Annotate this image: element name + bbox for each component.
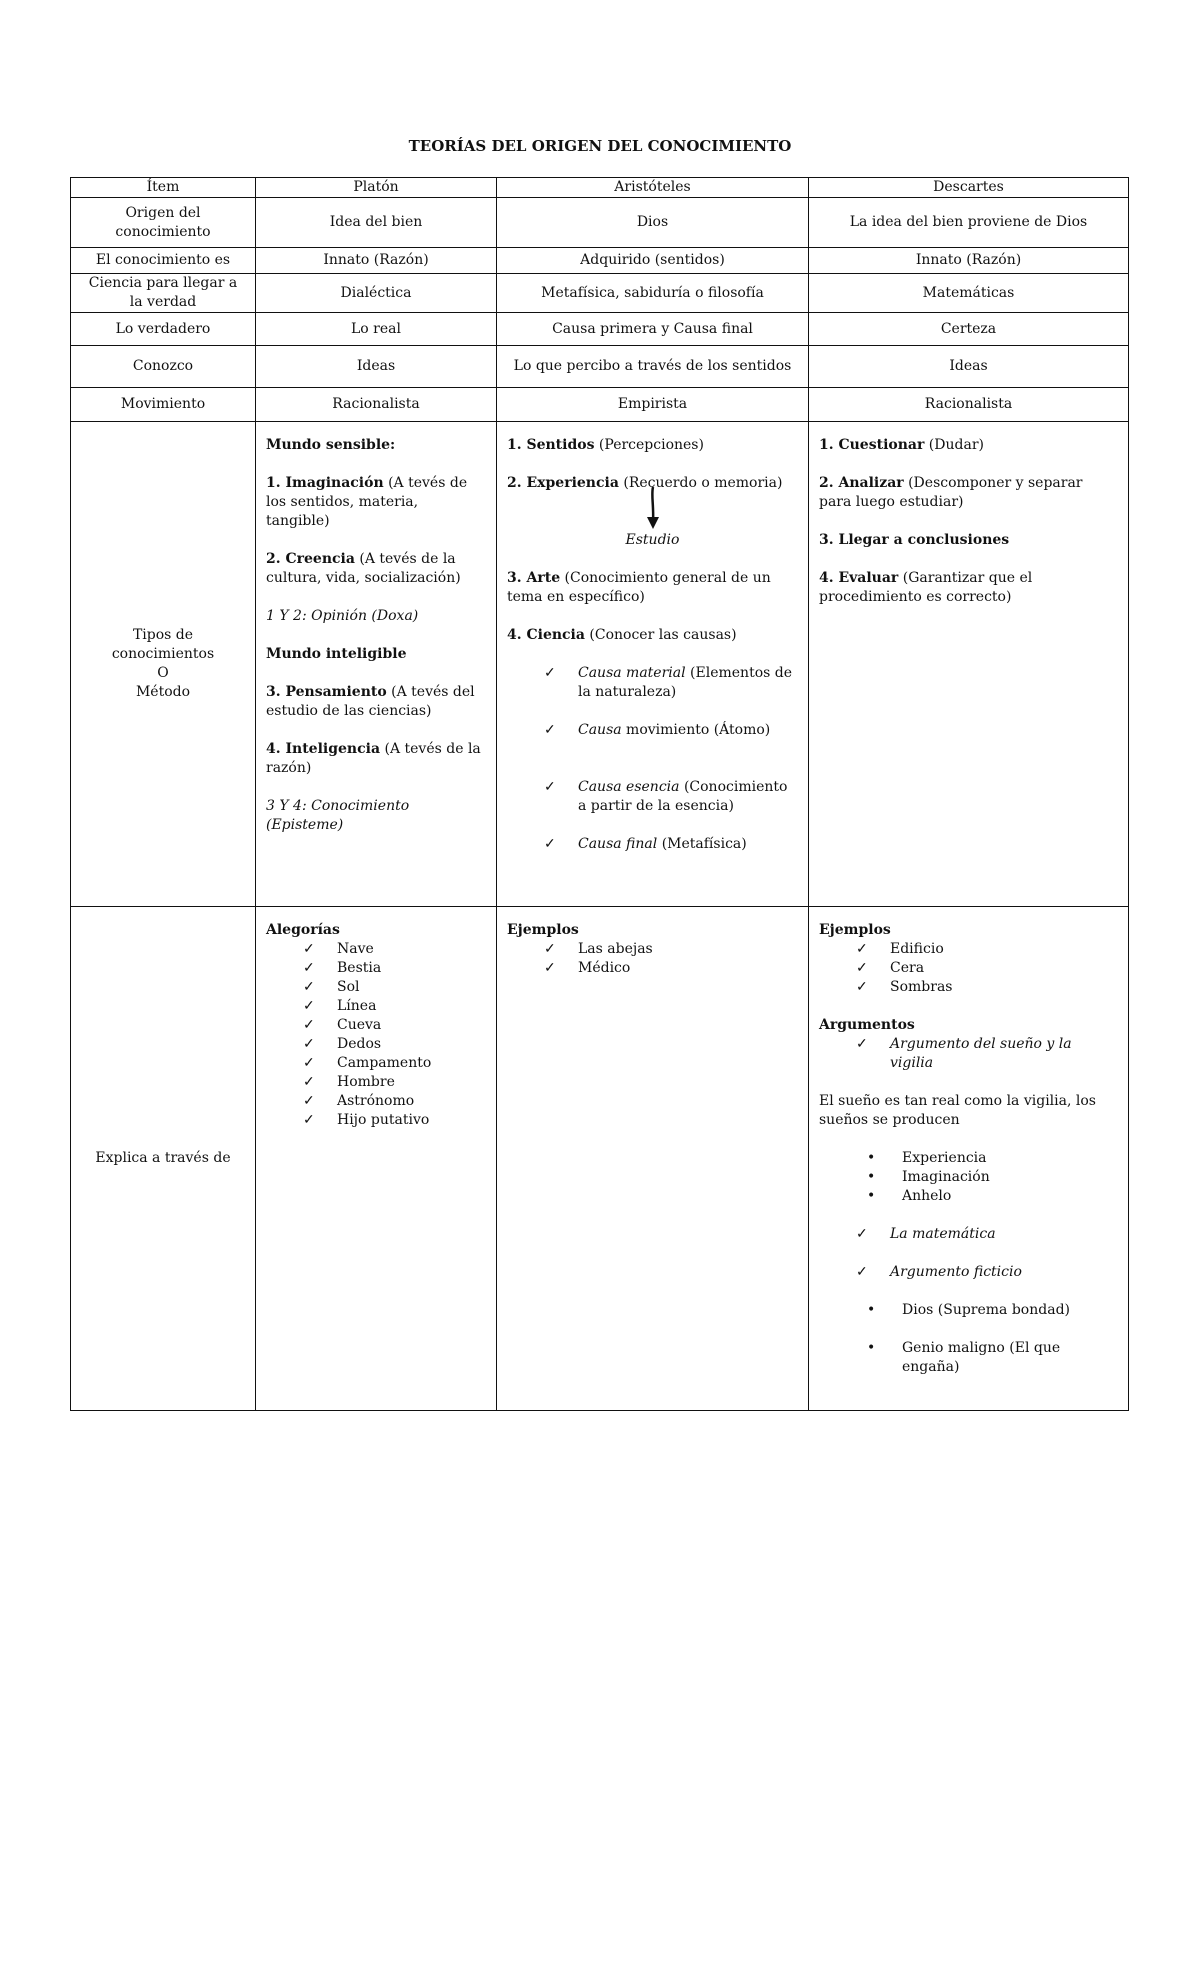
checkmark-icon: ✓: [544, 836, 556, 852]
list-item: ✓ Bestia: [303, 960, 382, 976]
checkmark-icon: ✓: [544, 779, 556, 795]
cell-aristoteles: Lo que percibo a través de los sentidos: [497, 346, 809, 388]
list-item: ✓ Edificio: [856, 941, 944, 957]
cell-descartes-tipos: [809, 422, 1129, 907]
table-row: [71, 198, 1129, 248]
table-row: [71, 274, 1129, 313]
checkmark-icon: ✓: [303, 1112, 315, 1128]
descartes-item-2: 2. Analizar (Descomponer y separar para luego estudiar): [819, 475, 1083, 510]
table-row: [71, 388, 1129, 422]
mundo-sensible-heading: Mundo sensible:: [266, 437, 396, 453]
checkmark-icon: ✓: [544, 722, 556, 738]
list-item: ✓ Sol: [303, 979, 360, 995]
bullet-icon: •: [867, 1169, 876, 1185]
cell-descartes: La idea del bien proviene de Dios: [809, 198, 1129, 248]
estudio-label: Estudio: [625, 532, 680, 548]
alegorias-list: [266, 940, 486, 1130]
cell-aristoteles-explica: [497, 907, 809, 1411]
list-item: ✓ Causa movimiento (Átomo): [544, 722, 771, 738]
cell-aristoteles: Dios: [497, 198, 809, 248]
cell-platon: Innato (Razón): [256, 248, 497, 274]
cell-aristoteles: Adquirido (sentidos): [497, 248, 809, 274]
platon-item-3: 3. Pensamiento (A tevés del estudio de las ciencias): [266, 684, 475, 719]
tipos-label-1: Tipos de conocimientos: [111, 627, 215, 662]
cell-aristoteles: Causa primera y Causa final: [497, 313, 809, 346]
cell-platon: Racionalista: [256, 388, 497, 422]
cell-platon-explica: [256, 907, 497, 1411]
list-item: ✓ Las abejas: [544, 941, 653, 957]
bullet-icon: •: [867, 1302, 876, 1318]
checkmark-icon: ✓: [544, 941, 556, 957]
checkmark-icon: ✓: [303, 1036, 315, 1052]
platon-item-2: 2. Creencia (A tevés de la cultura, vida, socialización): [266, 551, 461, 586]
episteme-note: 3 Y 4: Conocimiento (Episteme): [266, 798, 410, 833]
table-row: [71, 248, 1129, 274]
checkmark-icon: ✓: [544, 665, 556, 681]
bullet-icon: •: [867, 1188, 876, 1204]
cell-descartes-explica: [809, 907, 1129, 1411]
cell-descartes: Ideas: [809, 346, 1129, 388]
row-label: Origen del conocimiento: [71, 198, 256, 248]
checkmark-icon: ✓: [856, 941, 868, 957]
causas-list: [507, 664, 798, 854]
header-platon: Platón: [256, 178, 497, 198]
list-item: ✓ Nave: [303, 941, 374, 957]
platon-item-4: 4. Inteligencia (A tevés de la razón): [266, 741, 481, 776]
sueno-texto: El sueño es tan real como la vigilia, los sueños se producen: [819, 1093, 1096, 1128]
header-aristoteles: Aristóteles: [497, 178, 809, 198]
cell-platon: Ideas: [256, 346, 497, 388]
cell-descartes: Certeza: [809, 313, 1129, 346]
mundo-inteligible-heading: Mundo inteligible: [266, 646, 407, 662]
checkmark-icon: ✓: [856, 960, 868, 976]
cell-descartes: Innato (Razón): [809, 248, 1129, 274]
checkmark-icon: ✓: [303, 941, 315, 957]
argumento-ficticio: ✓ Argumento ficticio: [856, 1264, 1022, 1280]
row-label: Movimiento: [71, 388, 256, 422]
page-title: TEORÍAS DEL ORIGEN DEL CONOCIMIENTO: [408, 137, 792, 155]
bullet-icon: •: [867, 1340, 876, 1356]
aristoteles-item-1: 1. Sentidos (Percepciones): [507, 437, 704, 453]
cell-platon: Dialéctica: [256, 274, 497, 313]
cell-platon-tipos: [256, 422, 497, 907]
checkmark-icon: ✓: [856, 1264, 868, 1280]
tipos-row: [71, 422, 1129, 907]
list-item: ✓ Línea: [303, 998, 377, 1014]
list-item: • Anhelo: [867, 1188, 952, 1204]
tipos-label-2: O: [157, 665, 169, 681]
list-item: ✓ Campamento: [303, 1055, 432, 1071]
table-row: [71, 313, 1129, 346]
list-item: ✓ Cera: [856, 960, 925, 976]
row-label: Ciencia para llegar a la verdad: [71, 274, 256, 313]
list-item: • Dios (Suprema bondad): [867, 1302, 1070, 1318]
cell-descartes: Racionalista: [809, 388, 1129, 422]
explica-row: [71, 907, 1129, 1411]
row-label-tipos: [71, 422, 256, 907]
argumento-sueno: ✓ Argumento del sueño y la vigilia: [856, 1036, 1072, 1071]
list-item: ✓ Cueva: [303, 1017, 382, 1033]
descartes-item-4: 4. Evaluar (Garantizar que el procedimiento es correcto): [819, 570, 1033, 605]
platon-item-1: 1. Imaginación (A tevés de los sentidos, materia, tangible): [266, 475, 468, 529]
checkmark-icon: ✓: [544, 960, 556, 976]
argumentos-heading: Argumentos: [819, 1017, 915, 1033]
list-item: ✓ Hombre: [303, 1074, 395, 1090]
header-item: Ítem: [71, 178, 256, 198]
cell-platon: Idea del bien: [256, 198, 497, 248]
checkmark-icon: ✓: [303, 979, 315, 995]
checkmark-icon: ✓: [856, 1036, 868, 1052]
checkmark-icon: ✓: [303, 1074, 315, 1090]
list-item: ✓ Sombras: [856, 979, 953, 995]
header-descartes: Descartes: [809, 178, 1129, 198]
aristoteles-item-2: 2. Experiencia (Recuerdo o memoria): [507, 475, 783, 491]
ficticio-list: [819, 1301, 1118, 1377]
list-item: ✓ Hijo putativo: [303, 1112, 430, 1128]
ejemplos-heading: Ejemplos: [819, 922, 891, 938]
cell-platon: Lo real: [256, 313, 497, 346]
checkmark-icon: ✓: [856, 1226, 868, 1242]
row-label: El conocimiento es: [71, 248, 256, 274]
cell-descartes: Matemáticas: [809, 274, 1129, 313]
doxa-note: 1 Y 2: Opinión (Doxa): [266, 608, 419, 624]
cell-aristoteles-tipos: [497, 422, 809, 907]
cell-aristoteles: Metafísica, sabiduría o filosofía: [497, 274, 809, 313]
alegorias-heading: Alegorías: [266, 922, 340, 938]
checkmark-icon: ✓: [856, 979, 868, 995]
tipos-label-3: Método: [135, 684, 191, 700]
sueno-list: [819, 1149, 1118, 1206]
ejemplos-list: [819, 940, 1118, 997]
table-row: [71, 346, 1129, 388]
list-item: ✓ Causa material (Elementos de la naturaleza): [544, 665, 793, 700]
list-item: ✓ Causa final (Metafísica): [544, 836, 747, 852]
row-label-explica: Explica a través de: [71, 907, 256, 1411]
row-label: Conozco: [71, 346, 256, 388]
list-item: • Genio maligno (El que engaña): [867, 1340, 1061, 1375]
aristoteles-item-4: 4. Ciencia (Conocer las causas): [507, 627, 737, 643]
checkmark-icon: ✓: [303, 1093, 315, 1109]
list-item: ✓ Astrónomo: [303, 1093, 415, 1109]
checkmark-icon: ✓: [303, 1017, 315, 1033]
ejemplos-list: [507, 940, 798, 978]
row-label: Lo verdadero: [71, 313, 256, 346]
list-item: • Experiencia: [867, 1150, 987, 1166]
bullet-icon: •: [867, 1150, 876, 1166]
aristoteles-item-3: 3. Arte (Conocimiento general de un tema en específico): [507, 570, 771, 605]
checkmark-icon: ✓: [303, 960, 315, 976]
ejemplos-heading: Ejemplos: [507, 922, 579, 938]
list-item: ✓ Dedos: [303, 1036, 382, 1052]
cell-aristoteles: Empirista: [497, 388, 809, 422]
descartes-item-1: 1. Cuestionar (Dudar): [819, 437, 984, 453]
list-item: ✓ Médico: [544, 960, 631, 976]
descartes-item-3: 3. Llegar a conclusiones: [819, 532, 1010, 548]
theories-table: [70, 177, 1129, 1411]
list-item: • Imaginación: [867, 1169, 990, 1185]
argumento-matematica: ✓ La matemática: [856, 1226, 996, 1242]
header-row: [71, 178, 1129, 198]
list-item: ✓ Causa esencia (Conocimiento a partir de la esencia): [544, 779, 788, 814]
checkmark-icon: ✓: [303, 998, 315, 1014]
checkmark-icon: ✓: [303, 1055, 315, 1071]
